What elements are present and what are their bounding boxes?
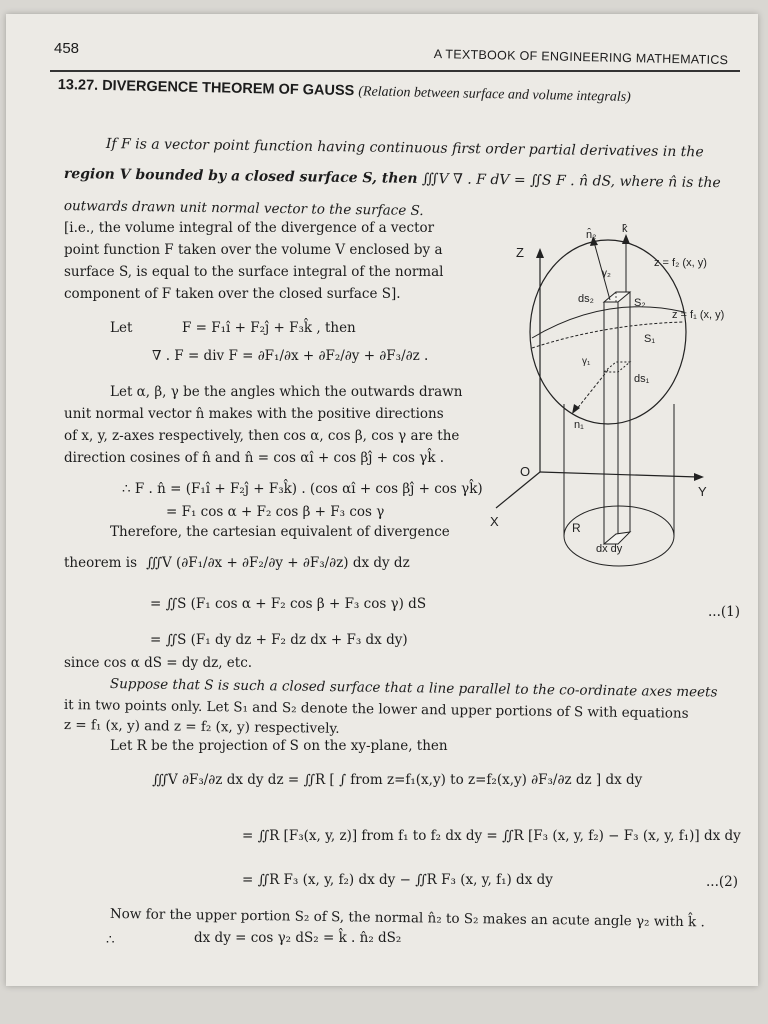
let-word: Let	[110, 320, 133, 336]
x-axis	[496, 472, 540, 508]
cartesian-eq-line-2: = ∬S (F₁ cos α + F₂ cos β + F₃ cos γ) dS	[150, 596, 427, 612]
section-number-title: 13.27. DIVERGENCE THEOREM OF GAUSS	[57, 77, 355, 100]
therefore-symbol: ∴	[106, 932, 115, 948]
origin-label: O	[520, 464, 531, 479]
angles-line-2: unit normal vector n̂ makes with the positive directions	[64, 406, 444, 422]
statement-bold: region V bounded by a closed surface S, then	[63, 166, 418, 187]
region-label: R	[572, 521, 581, 535]
equation-label-2: ...(2)	[706, 874, 738, 890]
angles-line-3: of x, y, z-axes respectively, then cos α, cos β, cos γ are the	[64, 428, 460, 444]
section-title	[58, 77, 631, 106]
explanation-line-2: point function F taken over the volume V enclosed by a	[64, 242, 443, 258]
cartesian-eq-line-3: = ∬S (F₁ dy dz + F₂ dz dx + F₃ dx dy)	[150, 632, 408, 648]
upper-portion-text: Now for the upper portion S₂ of S, the normal n̂₂ to S₂ makes an acute angle γ₂ with k̂ .	[109, 906, 705, 931]
dxdy-label: dx dy	[596, 543, 623, 555]
explanation-line-4: component of F taken over the closed surface S].	[64, 286, 401, 302]
dot-product-line-2: = F₁ cos α + F₂ cos β + F₃ cos γ	[166, 504, 385, 520]
ds2-label: ds₂	[578, 293, 594, 305]
n1-label: n₁	[574, 419, 584, 431]
cartesian-eq-main: ∭V (∂F₁/∂x + ∂F₂/∂y + ∂F₃/∂z) dx dy dz	[146, 555, 410, 571]
normal-n1-arrow	[572, 404, 580, 414]
f2-label: z = f₂ (x, y)	[654, 257, 707, 269]
gauss-figure	[476, 214, 751, 574]
explanation-line-3: surface S, is equal to the surface integral of the normal	[64, 264, 444, 280]
y-axis-label: Y	[698, 484, 707, 499]
angles-line-1: Let α, β, γ be the angles which the outwards drawn	[110, 384, 463, 400]
angles-line-4: direction cosines of n̂ and n̂ = cos αî + cos βĵ + cos γk̂ .	[64, 450, 445, 466]
dot-product-line-1: ∴ F . n̂ = (F₁î + F₂ĵ + F₃k̂) . (cos αî + cos βĵ + cos γk̂)	[122, 481, 483, 497]
s2-label: S₂	[634, 297, 646, 309]
cartesian-lead: theorem is	[64, 555, 138, 571]
section-subtitle: (Relation between surface and volume integrals)	[358, 84, 631, 105]
z-axis-arrow	[536, 248, 544, 258]
f1-label: z = f₁ (x, y)	[672, 309, 725, 321]
since-line: since cos α dS = dy dz, etc.	[64, 655, 253, 671]
y-axis-arrow	[694, 473, 704, 481]
page-number: 458	[54, 40, 80, 57]
textbook-page	[6, 14, 758, 986]
x-axis-label: X	[490, 514, 499, 529]
k-label: k̂	[622, 223, 628, 235]
projection-eq-3: = ∬R F₃ (x, y, f₂) dx dy − ∬R F₃ (x, y, f₁) dx dy	[242, 872, 553, 888]
gamma2-label: γ₂	[602, 268, 611, 279]
k-vector-arrow	[622, 234, 630, 244]
z-axis-label: Z	[516, 245, 524, 260]
statement-line-3: outwards drawn unit normal vector to the surface S.	[63, 198, 424, 220]
header-rule	[50, 70, 740, 72]
statement-line-2	[64, 166, 721, 191]
surface-curve-upper	[532, 307, 684, 338]
normal-n1-line	[576, 370, 608, 410]
statement-formula: ∭V ∇ . F dV = ∬S F . n̂ dS, where n̂ is the	[421, 171, 721, 192]
let-line-2: ∇ . F = div F = ∂F₁/∂x + ∂F₂/∂y + ∂F₃/∂z .	[152, 348, 429, 364]
explanation-line-1: [i.e., the volume integral of the divergence of a vector	[64, 220, 435, 236]
let-line-1: F = F₁î + F₂ĵ + F₃k̂ , then	[182, 320, 356, 336]
n2-label: n̂₂	[586, 229, 597, 241]
upper-portion-eq: dx dy = cos γ₂ dS₂ = k̂ . n̂₂ dS₂	[194, 930, 402, 946]
cartesian-intro: Therefore, the cartesian equivalent of divergence	[110, 524, 450, 540]
projection-intro: Let R be the projection of S on the xy-plane, then	[110, 738, 448, 754]
s1-label: S₁	[644, 333, 656, 345]
projection-eq-2: = ∬R [F₃(x, y, z)] from f₁ to f₂ dx dy = ∬R [F₃ (x, y, f₂) − F₃ (x, y, f₁)] dx dy	[242, 828, 741, 844]
suppose-line-1: Suppose that S is such a closed surface that a line parallel to the co-ordinate axes meets	[109, 676, 718, 701]
statement-line-1: If F is a vector point function having continuous first order partial derivatives in the	[105, 136, 704, 161]
gamma1-label: γ₁	[582, 356, 591, 367]
ds1-label: ds₁	[634, 373, 650, 385]
projection-eq-1: ∭V ∂F₃/∂z dx dy dz = ∬R [ ∫ from z=f₁(x,y) to z=f₂(x,y) ∂F₃/∂z dz ] dx dy	[152, 772, 643, 788]
suppose-line-3: z = f₁ (x, y) and z = f₂ (x, y) respectively.	[63, 717, 340, 737]
suppose-line-2: it in two points only. Let S₁ and S₂ denote the lower and upper portions of S with equations	[63, 697, 689, 722]
equation-label-1: ...(1)	[708, 604, 740, 620]
running-title: A TEXTBOOK OF ENGINEERING MATHEMATICS	[433, 47, 729, 68]
